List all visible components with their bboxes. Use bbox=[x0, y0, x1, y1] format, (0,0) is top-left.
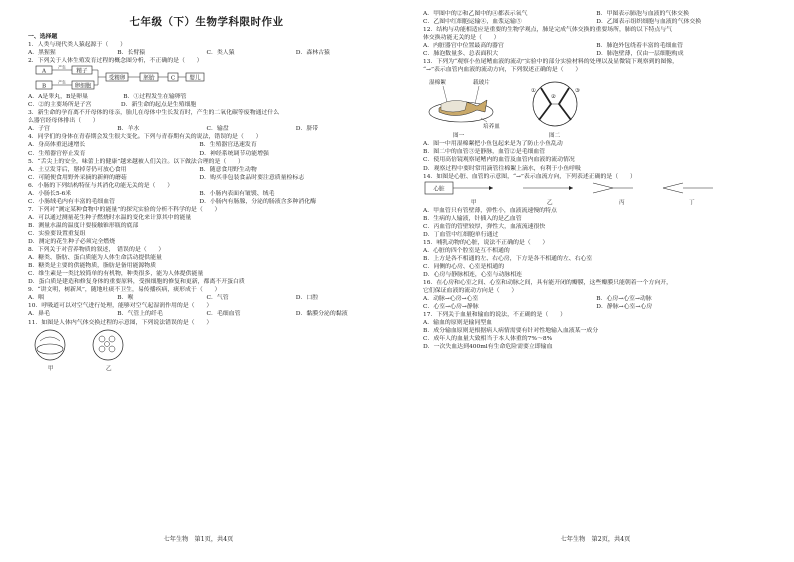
option: D．肺泡壁薄，仅由一层细胞构成 bbox=[596, 51, 684, 58]
label-bing: 丙 bbox=[619, 199, 625, 206]
option: B．长臂猿 bbox=[117, 50, 146, 57]
option: A．咽 bbox=[28, 295, 45, 302]
vessel-1-shape bbox=[539, 88, 551, 120]
q11-gas-exchange-figure bbox=[28, 327, 385, 373]
pointer-line bbox=[481, 118, 487, 122]
arrow-head bbox=[569, 186, 573, 190]
label-a: A bbox=[41, 68, 47, 75]
q10-stem: 10．呼吸道可以对空气进行处理，能够对空气起湿润作用的是（ ） bbox=[28, 303, 213, 310]
option: A．糖类、脂肪、蛋白质能为人体生命活动提供能量 bbox=[28, 255, 162, 262]
option: A．输血的原则是输同型血 bbox=[423, 320, 493, 327]
cell-shape bbox=[109, 346, 115, 352]
section-heading: 一、选择题 bbox=[28, 33, 58, 40]
q6-options bbox=[28, 190, 385, 198]
q4-stem: 4．同学们的身体在青春期会发生很大变化。下列与青春期有关的说法，错误的是（ ） bbox=[28, 134, 262, 141]
option: A．动脉→心房→心室 bbox=[423, 296, 479, 303]
option: D．一次失血达到400ml有生命危险需要立即输血 bbox=[423, 344, 553, 351]
vessel-bing-shape bbox=[593, 188, 613, 193]
q17-stem: 17．下列关于血量和输血的说法，不正确的是（ ） bbox=[423, 312, 566, 319]
gas-exchange-diagram bbox=[28, 327, 148, 373]
option: A．鼻毛 bbox=[28, 311, 50, 318]
q3-line: 3．新生命的孕育离不开母体的母亲，胎儿在母体中生长发育时，产生的二氧化碳等废物通过什么 bbox=[28, 110, 280, 117]
q12-options bbox=[423, 42, 784, 50]
option: C．毛细血管 bbox=[206, 311, 241, 318]
label-embryo: 胚胎 bbox=[143, 75, 155, 82]
label-c: C bbox=[170, 75, 176, 82]
page-title: 七年级（下）生物学科限时作业 bbox=[129, 16, 284, 28]
option: C．类人猿 bbox=[206, 50, 235, 57]
fig1-caption: 图一 bbox=[453, 133, 465, 140]
option: D．静脉→心室→心房 bbox=[596, 304, 653, 311]
q11-options bbox=[423, 18, 784, 26]
option: A．小肠长5-6米 bbox=[28, 190, 72, 197]
q8-stem: 8．下列关于对营养物质的叙述， 错误的是（ ） bbox=[28, 247, 165, 254]
q16-line: 它们保证血液的流动方向是（ ） bbox=[423, 288, 518, 295]
option: A．土豆发芽后，掰掉芽仍可放心食用 bbox=[28, 166, 127, 173]
fig-label-jia: 甲 bbox=[48, 365, 54, 372]
page-footer: 七年生物 第2页，共4页 bbox=[560, 536, 631, 543]
q9-stem: 9．“讲文明，树新风”，随地吐痰不卫生，易传播疾病，痰形成于（ ） bbox=[28, 287, 221, 294]
q16-options bbox=[423, 303, 784, 311]
option: B．小肠内表面有皱襞、绒毛 bbox=[199, 190, 275, 197]
reproduction-flow-diagram bbox=[28, 65, 228, 93]
label-ding: 丁 bbox=[689, 199, 695, 206]
q16-line: 16．在心房和心室之间、心室和动脉之间，具有能开闭的瓣膜，这些瓣膜只能朝着一个方向开， bbox=[423, 280, 673, 287]
option: C．成年人的血量大致相当于本人体重的7%～8% bbox=[423, 336, 553, 343]
label-sperm: 精子 bbox=[76, 68, 88, 75]
option: B．肺泡外包绕着丰富的毛细血管 bbox=[596, 43, 684, 50]
label-slide: 载玻片 bbox=[473, 80, 490, 87]
option: D．丁血管中红细胞单行通过 bbox=[423, 231, 499, 238]
option: C．肺泡数量多、总表面积大 bbox=[423, 51, 499, 58]
q9-options bbox=[28, 294, 385, 302]
option: C．维生素是一类比较简单的有机物，种类很多，能为人体提供能量 bbox=[28, 271, 204, 278]
pointer-line bbox=[475, 86, 479, 104]
label-produce: 产生 bbox=[58, 65, 66, 70]
option: D．森林古猿 bbox=[295, 50, 330, 57]
q13-line: 13．下列为“观察小鱼尾鳍血液的流动”实验中的部分实验材料的处理以及显微镜下观察到的图像， bbox=[423, 59, 679, 66]
q3-options bbox=[28, 125, 385, 133]
option: C．丙血管的管壁较厚，弹性大，血液流速很快 bbox=[423, 223, 546, 230]
q2-line: C．②的主要场所是子宫 D．新生命的起点是生殖细胞 bbox=[28, 102, 197, 109]
label-jia: 甲 bbox=[471, 199, 477, 206]
option: B．甲图表示肺泡与血液的气体交换 bbox=[596, 11, 689, 17]
option: C．同侧的心房、心室是相通的 bbox=[423, 263, 505, 270]
option: D．神经系统调节功能增强 bbox=[199, 150, 269, 157]
label-baby: 婴儿 bbox=[189, 75, 201, 82]
right-page bbox=[397, 0, 794, 562]
q2-concept-diagram bbox=[28, 65, 385, 93]
fig-label-yi: 乙 bbox=[106, 365, 112, 372]
q5-stem: 5．“舌尖上的安全，味蕾上的健康”越来越被人们关注。以下做法合理的是（ ） bbox=[28, 158, 244, 165]
option: C．实验要设置重复组 bbox=[28, 230, 86, 237]
option: D．测定的花生种子必须完全燃烧 bbox=[28, 239, 116, 246]
cell-shape bbox=[99, 336, 105, 342]
option: D．心房与静脉相连，心室与动脉相连 bbox=[423, 271, 522, 278]
cell-shape bbox=[109, 336, 115, 342]
q10-options bbox=[28, 310, 385, 318]
q5-options bbox=[28, 166, 385, 174]
option: D．观察过程中要时常用滴管往棉絮上滴水，有利于小鱼呼吸 bbox=[423, 165, 581, 172]
vessel-3-shape bbox=[559, 88, 571, 120]
q2-stem: 2．下列关于人体生殖发育过程的概念图分析，不正确的是（ ） bbox=[28, 58, 203, 65]
exchange-arrow bbox=[40, 337, 60, 341]
q13-line: “→”表示血管内血液的流动方向，下列叙述正确的是（ ） bbox=[423, 67, 582, 74]
pointer-line bbox=[443, 86, 447, 102]
option: B．生病的人输液，针插入的是乙血管 bbox=[423, 215, 522, 222]
label-1: ① bbox=[531, 88, 537, 95]
q15-stem: 15．哺乳动物的心脏，说法不正确的是（ ） bbox=[423, 239, 549, 246]
label-3: ③ bbox=[575, 88, 581, 95]
q4-options bbox=[28, 150, 385, 158]
option: D．小肠内有肠腺，分泌的肠液含多种消化酶 bbox=[199, 198, 317, 205]
option: D．蛋白质是建造和修复身体的重要原料，受损细胞的修复和更新，都离不开蛋白质 bbox=[28, 279, 245, 286]
page-footer: 七年生物 第1页，共4页 bbox=[163, 536, 234, 543]
option: C．乙图中红细胞运输④，血浆运输⑤ bbox=[423, 19, 522, 26]
q1-options bbox=[28, 49, 385, 57]
option: D．口腔 bbox=[295, 295, 319, 302]
option: C．小肠绒毛内有丰富的毛细血管 bbox=[28, 198, 115, 205]
merge-line bbox=[92, 70, 98, 85]
option: A．内脏器官中位置最高的器官 bbox=[423, 43, 504, 50]
option: A．甲图中的②和乙图中的④都表示氧气 bbox=[423, 11, 528, 17]
q3-line: 么器官经母体排出（ ） bbox=[28, 118, 99, 125]
q12-options bbox=[423, 50, 784, 58]
q4-options bbox=[28, 141, 385, 149]
option: A．图一中用湿棉絮把小鱼包起来是为了防止小鱼乱动 bbox=[423, 141, 563, 148]
tissue-cell-shape bbox=[93, 330, 123, 360]
option: A．身高体重迅速增长 bbox=[28, 142, 86, 149]
option: C．可随便食用野外采摘的新鲜的蘑菇 bbox=[28, 174, 127, 181]
vessel-ding-shape bbox=[663, 188, 683, 193]
option: B．测量水温的温度计要接触锥形瓶的底部 bbox=[28, 222, 139, 229]
label-zygote: 受精卵 bbox=[108, 75, 126, 82]
option: A．黑猩猩 bbox=[28, 50, 56, 57]
option: D．乙图表示组织细胞与血液的气体交换 bbox=[596, 19, 702, 26]
option: B．羊水 bbox=[117, 126, 140, 133]
fish-tail-experiment-diagram bbox=[423, 74, 623, 140]
q5-options bbox=[28, 174, 385, 182]
q12-line: 体交换功能无关的是（ ） bbox=[423, 35, 500, 42]
option: B．图二中的血管③是静脉，血管②是毛细血管 bbox=[423, 149, 546, 156]
capillary-shape bbox=[37, 344, 63, 354]
option: A．甲血管只有管壁薄，弹性小，血液流速慢的特点 bbox=[423, 207, 557, 214]
option: B．成分输血原则是根据病人病情需要有针对性地输入血液某一成分 bbox=[423, 328, 599, 335]
option: B．生殖器官迅速发育 bbox=[199, 142, 257, 149]
label-yi: 乙 bbox=[547, 199, 553, 206]
q11-options bbox=[423, 10, 784, 18]
q11-stem: 11．如图是人体内气体交换过程的示意图，下列说法错误的是（ ） bbox=[28, 319, 213, 326]
option: D．脐带 bbox=[295, 126, 319, 133]
q14-vessel-figure bbox=[423, 181, 784, 207]
option: B．糖类是主要的供能物质，脂肪是备用能源物质 bbox=[28, 263, 157, 270]
q6-options bbox=[28, 198, 385, 206]
wet-cotton-shape bbox=[441, 101, 467, 113]
option: C．输盘 bbox=[206, 126, 229, 133]
option: C．心室→心房→静脉 bbox=[423, 304, 479, 311]
q6-stem: 6．小肠的下列结构特征与其消化功能无关的是（ ） bbox=[28, 182, 174, 189]
cell-shape bbox=[99, 346, 105, 352]
vessel-bing-shape bbox=[593, 183, 613, 188]
option: A．子宫 bbox=[28, 126, 50, 133]
option: C．使用高倍镜观察尾鳍内的血管及血管内血液的流动情况 bbox=[423, 157, 575, 164]
option: B．喉 bbox=[117, 295, 134, 302]
fig2-caption: 图二 bbox=[549, 133, 561, 140]
label-dish: 培养皿 bbox=[483, 124, 500, 131]
q2-line: A．A是睾丸，B是卵巢 B．①过程发生在输卵管 bbox=[28, 94, 187, 101]
option: D．黏膜分泌的黏液 bbox=[295, 311, 348, 318]
label-produce: 产生 bbox=[58, 79, 66, 85]
label-b: B bbox=[41, 83, 47, 90]
heart-vessel-diagram bbox=[423, 181, 763, 207]
option: A．心脏的四个腔室是互不相通的 bbox=[423, 247, 510, 254]
option: B．上方是各不相通的左、右心房，下方是各不相通的左、右心室 bbox=[423, 255, 593, 262]
label-egg: 卵细胞 bbox=[74, 83, 92, 90]
vessel-ding-shape bbox=[663, 183, 683, 188]
q7-stem: 7．下列对“测定某种食物中的能量”的探究实验的分析不科学的是（ ） bbox=[28, 206, 221, 213]
label-wet-cotton: 湿棉絮 bbox=[429, 80, 446, 87]
option: B．气管上的纤毛 bbox=[117, 311, 163, 318]
cell-shape bbox=[105, 341, 110, 346]
option: B．随意食用野生动物 bbox=[199, 166, 257, 173]
option: B．心房→心室→动脉 bbox=[596, 296, 652, 303]
option: A．可以通过测量花生种子燃烧时水温的变化来计算其中的能量 bbox=[28, 214, 192, 221]
option: D．购买非包装食品时要注意质量检标志 bbox=[199, 174, 305, 181]
alveolus-shape bbox=[35, 330, 65, 360]
q12-line: 12．结构与功能相适应是重要的生物学观点，肺是完成气体交换的重要场所，肺的以下特点与气 bbox=[423, 27, 673, 34]
option: C．气管 bbox=[206, 295, 229, 302]
q13-fish-figure bbox=[423, 74, 784, 140]
q14-stem: 14．如图是心脏、血管的示意图，“→”表示血流方向，下列表述正确的是（ ） bbox=[423, 173, 636, 180]
label-2: ② bbox=[551, 94, 557, 101]
q1-stem: 1．人类与现代类人猿起源于（ ） bbox=[28, 42, 126, 49]
option: C．生殖器官停止发育 bbox=[28, 150, 86, 157]
q16-options bbox=[423, 295, 784, 303]
label-heart: 心脏 bbox=[433, 186, 445, 193]
arrow-head bbox=[489, 186, 493, 190]
